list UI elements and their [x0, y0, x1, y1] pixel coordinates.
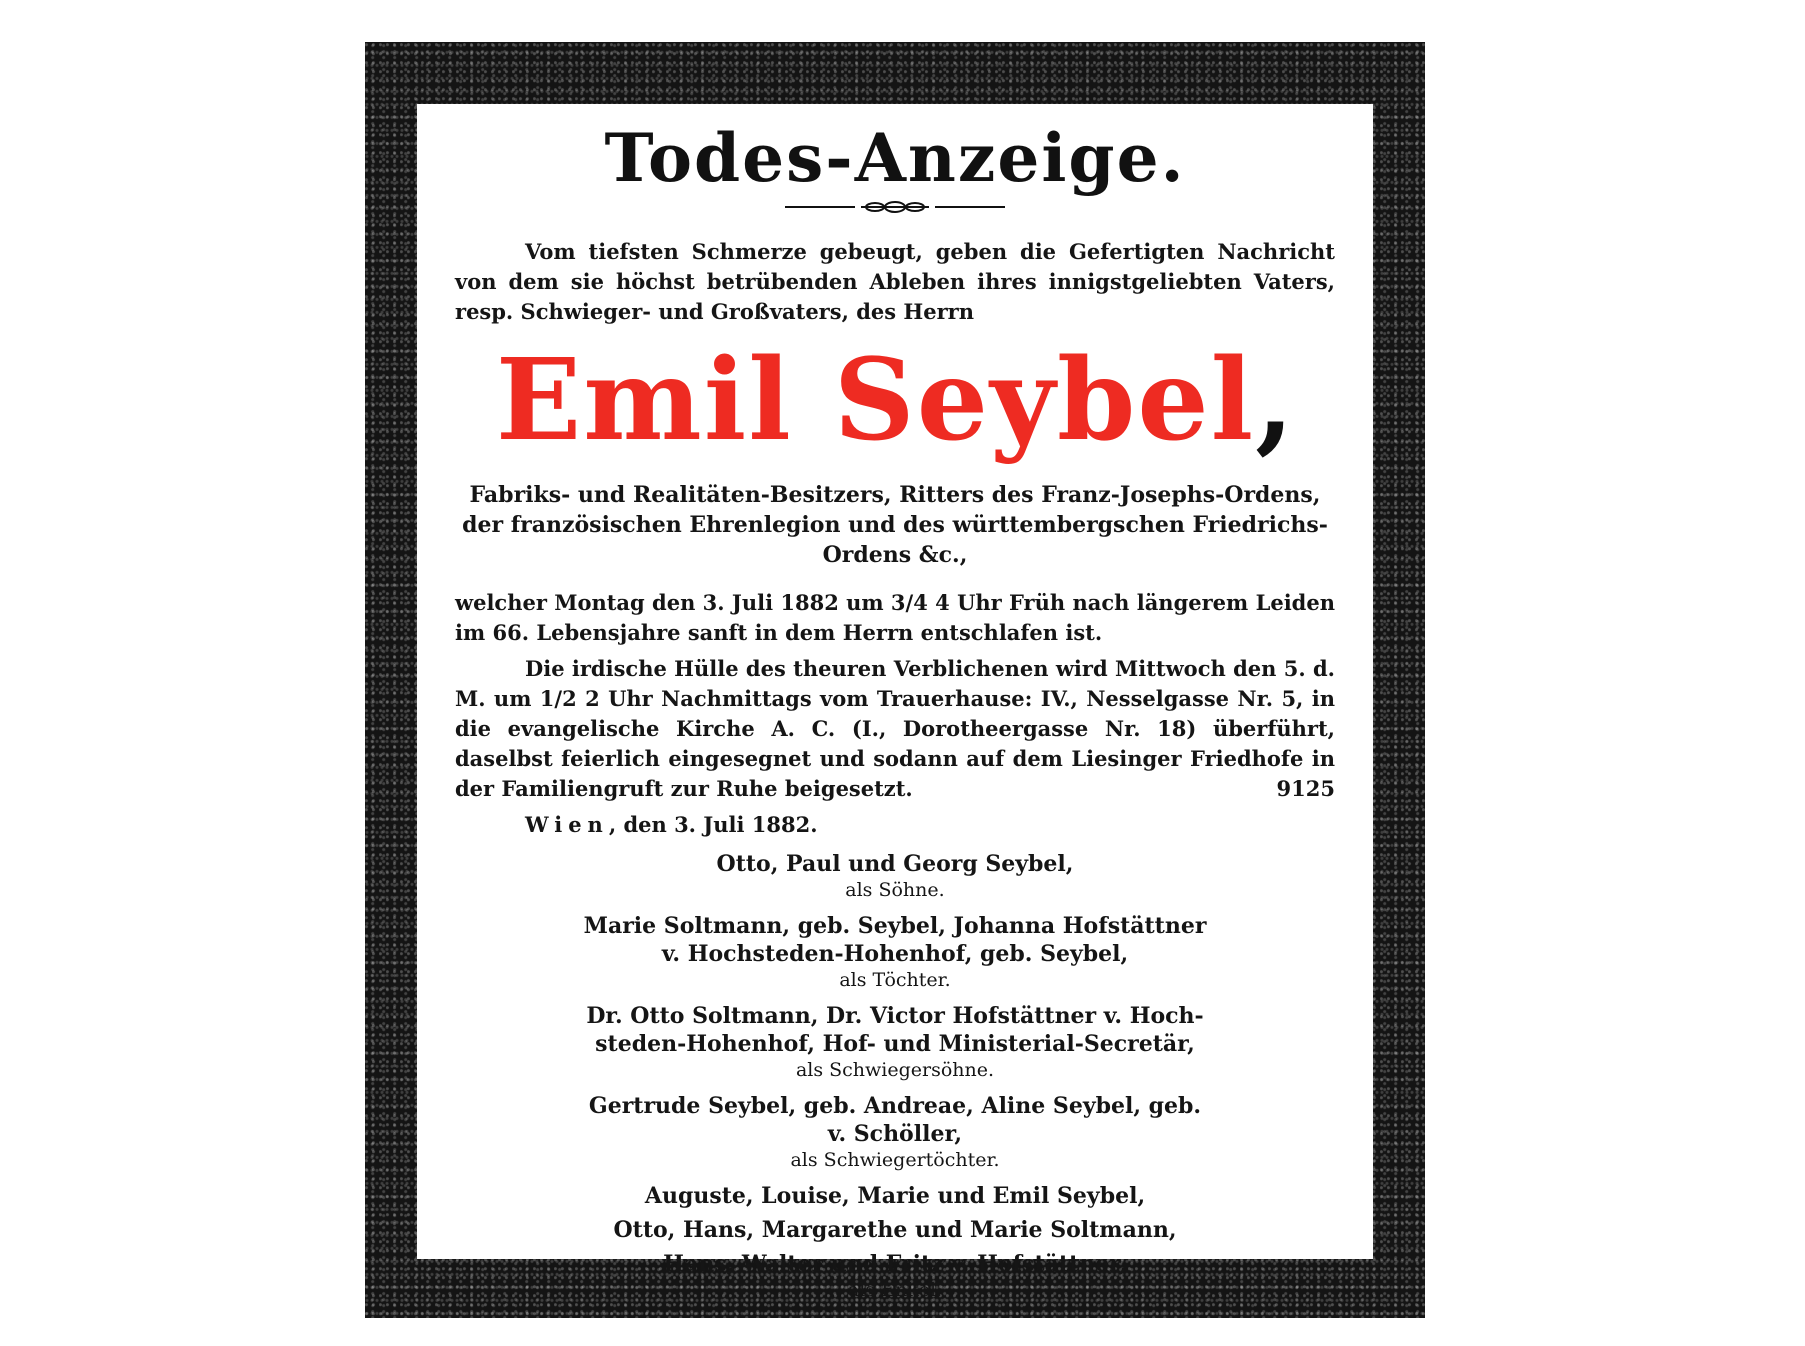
mourners-list — [455, 850, 1335, 1302]
notice-title: Todes-Anzeige. — [604, 119, 1186, 197]
daughters-names-line-1: Marie Soltmann, geb. Seybel, Johanna Hofstättner — [583, 912, 1207, 939]
sons-in-law-names-line-1: Dr. Otto Soltmann, Dr. Victor Hofstättner v. Hoch- — [586, 1002, 1204, 1029]
reference-number: 9125 — [1276, 775, 1335, 801]
grandchildren-role: als Enkel. — [847, 1278, 943, 1301]
mourner-group-daughters-in-law — [455, 1092, 1335, 1172]
notice-content — [455, 104, 1335, 1302]
sons-role: als Söhne. — [845, 878, 945, 901]
place-name: Wien — [525, 811, 609, 837]
sons-names: Otto, Paul und Georg Seybel, — [716, 850, 1074, 877]
mourner-group-grandchildren — [455, 1182, 1335, 1302]
grandchildren-names-line-2: Otto, Hans, Margarethe und Marie Soltmann, — [613, 1216, 1177, 1243]
notice-paper — [417, 104, 1373, 1301]
mourner-group-sons — [455, 850, 1335, 902]
daughters-in-law-names-line-2: v. Schöller, — [827, 1120, 963, 1147]
daughters-in-law-role: als Schwiegertöchter. — [790, 1148, 1000, 1171]
notice-date: , den 3. Juli 1882. — [608, 811, 818, 837]
daughters-role: als Töchter. — [839, 968, 951, 991]
funeral-details — [455, 654, 1335, 804]
deceased-name-comma: , — [1255, 334, 1295, 466]
mourner-group-sons-in-law — [455, 1002, 1335, 1082]
mourner-group-daughters — [455, 912, 1335, 992]
grandchildren-names-line-3: Hans, Walter und Fritz v. Hofstättner, — [663, 1250, 1127, 1277]
death-details: welcher Montag den 3. Juli 1882 um 3/4 4 Uhr Früh nach längerem Leiden im 66. Lebensjahre sanft in dem Herrn entschlafen ist. — [455, 589, 1335, 645]
sons-in-law-role: als Schwiegersöhne. — [795, 1058, 995, 1081]
divider-ornament-icon — [785, 199, 1005, 215]
notice-border-frame — [365, 42, 1425, 1318]
grandchildren-names-line-1: Auguste, Louise, Marie und Emil Seybel, — [644, 1182, 1146, 1209]
place-date-line — [525, 810, 1335, 840]
intro-paragraph: Vom tiefsten Schmerze gebeugt, geben die Gefertigten Nachricht von dem sie höchst betrübenden Ableben ihres innigstgeliebten Vaters, resp. Schwieger- und Großvaters, des Herrn — [455, 238, 1335, 324]
deceased-titles: Fabriks- und Realitäten-Besitzers, Ritters des Franz-Josephs-Ordens, der französischen Ehrenlegion und des württembergschen Friedrichs-Ordens &c., — [462, 481, 1328, 568]
daughters-in-law-names-line-1: Gertrude Seybel, geb. Andreae, Aline Seybel, geb. — [588, 1092, 1202, 1119]
funeral-text: Die irdische Hülle des theuren Verblichenen wird Mittwoch den 5. d. M. um 1/2 2 Uhr Nachmittags vom Trauerhause: IV., Nesselgasse Nr. 5, in die evangelische Kirche A. C. (I., Dorotheergasse Nr. 18) überführt, daselbst feierlich eingesegnet und sodann auf dem Liesinger Friedhofe in der Familiengruft zur Ruhe beigesetzt. — [455, 655, 1335, 801]
daughters-names-line-2: v. Hochsteden-Hohenhof, geb. Seybel, — [661, 940, 1129, 967]
sons-in-law-names-line-2: steden-Hohenhof, Hof- und Ministerial-Secretär, — [595, 1030, 1195, 1057]
deceased-name-line — [455, 334, 1335, 466]
deceased-name: Emil Seybel — [495, 334, 1256, 466]
